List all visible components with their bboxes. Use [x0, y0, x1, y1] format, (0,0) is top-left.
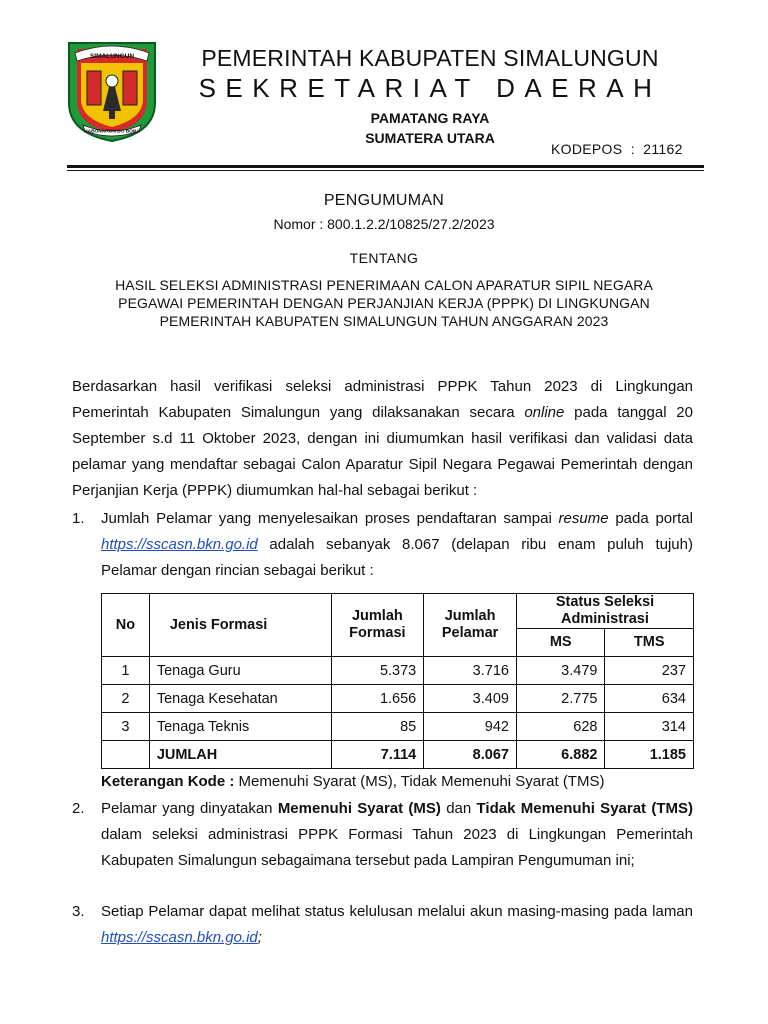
list-number: 3.: [72, 903, 85, 920]
announcement-about: TENTANG: [349, 250, 419, 266]
office-name: SEKRETARIAT DAERAH: [198, 73, 662, 103]
government-name: PEMERINTAH KABUPATEN SIMALUNGUN: [201, 45, 659, 71]
subject-line-1: HASIL SELEKSI ADMINISTRASI PENERIMAAN CALON APARATUR SIPIL NEGARA: [115, 277, 653, 293]
simalungun-coat-of-arms-logo: [67, 41, 157, 143]
intro-paragraph: Berdasarkan hasil verifikasi seleksi administrasi PPPK Tahun 2023 di Lingkungan Pemerintah Kabupaten Simalungun yang dilaksanakan secara online pada tanggal 20 September s.d 11 Oktober 2023, dengan ini diumumkan hasil verifikasi dan validasi data pelamar yang mendaftar sebagai Calon Aparatur Sipil Negara Pegawai Pemerintah dengan Perjanjian Kerja (PPPK) diumumkan hal-hal sebagai berikut :: [72, 378, 693, 499]
announcement-number: Nomor : 800.1.2.2/10825/27.2/2023: [273, 216, 495, 232]
province-name: SUMATERA UTARA: [365, 130, 495, 146]
table-row: 2 Tenaga Kesehatan 1.656 3.409 2.775 634: [102, 685, 694, 713]
header-tms: TMS: [605, 629, 694, 657]
subject-line-2: PEGAWAI PEMERINTAH DENGAN PERJANJIAN KERJA (PPPK) DI LINGKUNGAN: [118, 295, 650, 311]
letterhead: [190, 42, 670, 147]
letterhead-rule-thin: [67, 170, 704, 171]
table-legend-note: Keterangan Kode : Memenuhi Syarat (MS), Tidak Memenuhi Syarat (TMS): [101, 773, 605, 790]
city-name: PAMATANG RAYA: [370, 110, 490, 126]
header-formation: Jenis Formasi: [149, 594, 331, 657]
svg-text:HABONARON DO BONA: HABONARON DO BONA: [84, 129, 140, 135]
list-item-text: Jumlah Pelamar yang menyelesaikan proses pendaftaran sampai resume pada portal https://sscasn.bkn.go.id adalah sebanyak 8.067 (delapan ribu enam puluh tujuh) Pelamar dengan rincian sebagai berikut :: [101, 510, 693, 579]
table-row: 1 Tenaga Guru 5.373 3.716 3.479 237: [102, 657, 694, 685]
list-number: 1.: [72, 510, 85, 527]
letterhead-rule-thick: [67, 165, 704, 168]
table-row: 3 Tenaga Teknis 85 942 628 314: [102, 713, 694, 741]
header-no: No: [102, 594, 150, 657]
applicant-summary-table: [101, 593, 694, 769]
list-item-text: Pelamar yang dinyatakan Memenuhi Syarat (MS) dan Tidak Memenuhi Syarat (TMS) dalam seleksi administrasi PPPK Formasi Tahun 2023 di Lingkungan Pemerintah Kabupaten Simalungun sebagaimana tersebut pada Lampiran Pengumuman ini;: [101, 800, 693, 869]
header-applicant-count: Jumlah Pelamar: [424, 594, 517, 657]
announcement-title: PENGUMUMAN: [323, 192, 445, 209]
svg-text:SIMALUNGUN: SIMALUNGUN: [89, 53, 135, 60]
announcement-subject: [0, 276, 768, 330]
list-item-text: Setiap Pelamar dapat melihat status kelulusan melalui akun masing-masing pada laman https://sscasn.bkn.go.id;: [101, 903, 693, 946]
list-number: 2.: [72, 800, 85, 817]
header-status: Status Seleksi Administrasi: [516, 594, 693, 629]
header-ms: MS: [516, 629, 605, 657]
subject-line-3: PEMERINTAH KABUPATEN SIMALUNGUN TAHUN ANGGARAN 2023: [159, 313, 609, 329]
sscasn-link[interactable]: https://sscasn.bkn.go.id: [101, 929, 258, 946]
postcode: KODEPOS : 21162: [551, 141, 683, 157]
sscasn-link[interactable]: https://sscasn.bkn.go.id: [101, 536, 258, 553]
table-total-row: JUMLAH 7.114 8.067 6.882 1.185: [102, 741, 694, 769]
header-formation-count: Jumlah Formasi: [331, 594, 424, 657]
